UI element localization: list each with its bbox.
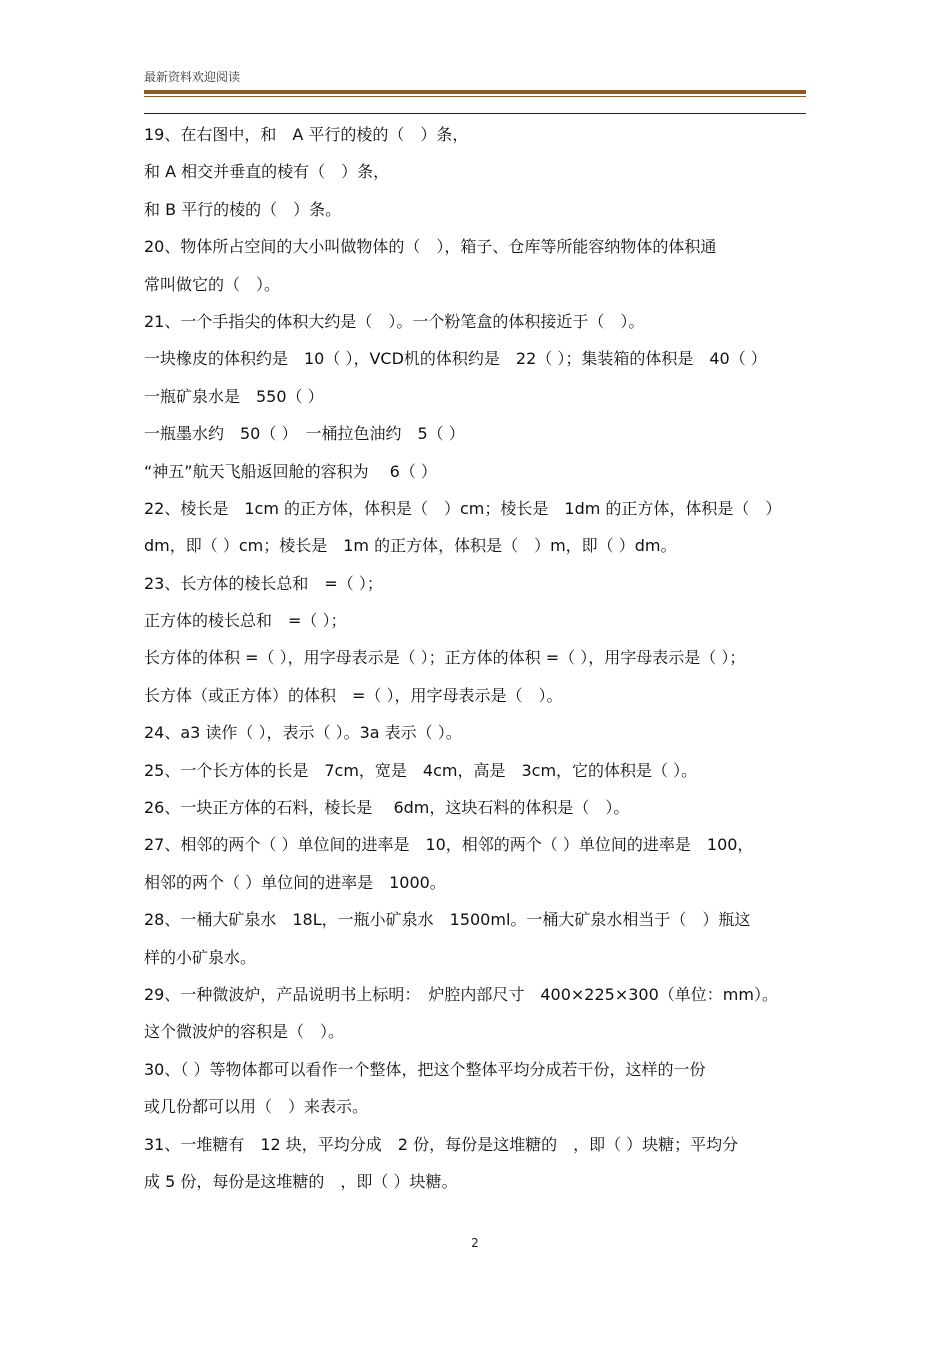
text-line: 正方体的棱长总和 =（ ）； xyxy=(144,611,347,631)
text-line: 30、（ ）等物体都可以看作一个整体，把这个整体平均分成若干份，这样的一份 xyxy=(144,1059,706,1079)
header-title: 最新资料欢迎阅读 xyxy=(144,70,241,84)
text-line: 成 5 份，每份是这堆糖的 ，即（ ）块糖。 xyxy=(144,1171,458,1191)
text-line: 和 A 相交并垂直的棱有（ ）条， xyxy=(144,162,390,182)
text-line: 一瓶矿泉水是 550（ ） xyxy=(144,386,324,406)
text-line: 19、在右图中，和 A 平行的棱的（ ）条， xyxy=(144,125,469,144)
header-rule-thick xyxy=(144,90,806,94)
text-line: 21、一个手指尖的体积大约是（ ）。一个粉笔盒的体积接近于（ ）。 xyxy=(144,311,645,331)
text-line: 长方体的体积 =（ ），用字母表示是（ ）；正方体的体积 =（ ），用字母表示是（ ）； xyxy=(144,648,746,668)
text-line: 常叫做它的（ ）。 xyxy=(144,274,281,294)
document-body xyxy=(144,121,806,1205)
header-underline xyxy=(144,113,806,114)
header-rule-thin xyxy=(144,96,806,97)
text-line: 长方体（或正方体）的体积 =（ ），用字母表示是（ ）。 xyxy=(144,685,563,705)
text-line: “神五”航天飞船返回舱的容积为 6（ ） xyxy=(144,461,437,481)
text-line: 和 B 平行的棱的（ ）条。 xyxy=(144,199,342,219)
text-line: dm，即（ ）cm；棱长是 1m 的正方体，体积是（ ）m，即（ ）dm。 xyxy=(144,536,677,556)
text-line: 样的小矿泉水。 xyxy=(144,947,257,967)
text-line: 31、一堆糖有 12 块，平均分成 2 份，每份是这堆糖的 ，即（ ）块糖；平均分 xyxy=(144,1134,739,1154)
text-line: 这个微波炉的容积是（ ）。 xyxy=(144,1022,345,1042)
page-number: 2 xyxy=(471,1236,479,1250)
text-line: 25、一个长方体的长是 7cm，宽是 4cm，高是 3cm，它的体积是（ ）。 xyxy=(144,760,698,780)
text-line: 相邻的两个（ ）单位间的进率是 1000。 xyxy=(144,872,446,892)
text-line: 或几份都可以用（ ）来表示。 xyxy=(144,1097,369,1117)
text-line: 一瓶墨水约 50（ ） 一桶拉色油约 5（ ） xyxy=(144,424,465,444)
text-line: 27、相邻的两个（ ）单位间的进率是 10，相邻的两个（ ）单位间的进率是 100， xyxy=(144,835,754,855)
text-line: 26、一块正方体的石料，棱长是 6dm，这块石料的体积是（ ）。 xyxy=(144,798,630,818)
text-line: 22、棱长是 1cm 的正方体，体积是（ ）cm；棱长是 1dm 的正方体，体积是（ ） xyxy=(144,498,782,518)
text-line: 23、长方体的棱长总和 =（ ）； xyxy=(144,573,383,593)
text-line: 20、物体所占空间的大小叫做物体的（ ），箱子、仓库等所能容纳物体的体积通 xyxy=(144,237,717,257)
text-line: 一块橡皮的体积约是 10（ ），VCD机的体积约是 22（ ）；集装箱的体积是 40（ ） xyxy=(144,349,767,369)
text-line: 29、一种微波炉，产品说明书上标明： 炉腔内部尺寸 400×225×300（单位：mm）。 xyxy=(144,984,778,1004)
text-line: 24、a3 读作（ ），表示（ ）。3a 表示（ ）。 xyxy=(144,723,462,743)
text-line: 28、一桶大矿泉水 18L，一瓶小矿泉水 1500ml。一桶大矿泉水相当于（ ）瓶这 xyxy=(144,910,751,930)
